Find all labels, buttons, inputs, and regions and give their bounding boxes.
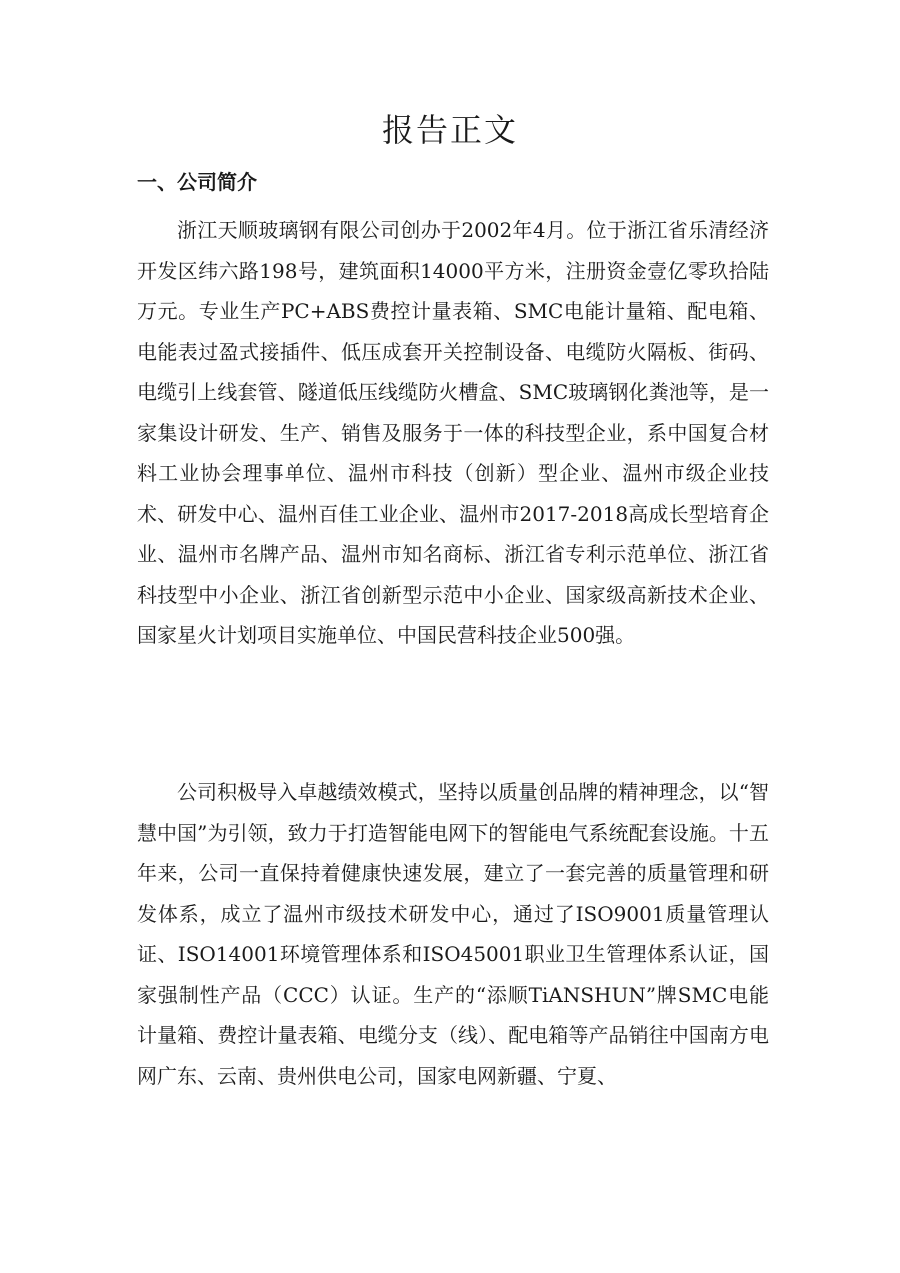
document-title: 报告正文 xyxy=(381,111,518,149)
section-heading: 一、公司简介 xyxy=(137,170,257,194)
body-paragraph: 浙江天顺玻璃钢有限公司创办于2002年4月。位于浙江省乐清经济开发区纬六路198号，建筑面积14000平方米，注册资金壹亿零玖拾陆万元。专业生产PC+ABS费控计量表箱、SMC电能计量箱、配电箱、电能表过盈式接插件、低压成套开关控制设备、电缆防火隔板、街码、电缆引上线套管、隧道低压线缆防火槽盒、SMC玻璃钢化粪池等，是一家集设计研发、生产、销售及服务于一体的科技型企业，系中国复合材料工业协会理事单位、温州市科技（创新）型企业、温州市级企业技术、研发中心、温州百佳工业企业、温州市2017-2018高成长型培育企业、温州市名牌产品、温州市知名商标、浙江省专利示范单位、浙江省科技型中小企业、浙江省创新型示范中小企业、国家级高新技术企业、国家星火计划项目实施单位、中国民营科技企业500强。 xyxy=(137,218,769,647)
body-paragraph: 公司积极导入卓越绩效模式，坚持以质量创品牌的精神理念，以“智慧中国”为引领，致力于打造智能电网下的智能电气系统配套设施。十五年来，公司一直保持着健康快速发展，建立了一套完善的质量管理和研发体系，成立了温州市级技术研发中心，通过了ISO9001质量管理认证、ISO14001环境管理体系和ISO45001职业卫生管理体系认证，国家强制性产品（CCC）认证。生产的“添顺TiANSHUN”牌SMC电能计量箱、费控计量表箱、电缆分支（线）、配电箱等产品销往中国南方电网广东、云南、贵州供电公司，国家电网新疆、宁夏、 xyxy=(137,780,769,1088)
